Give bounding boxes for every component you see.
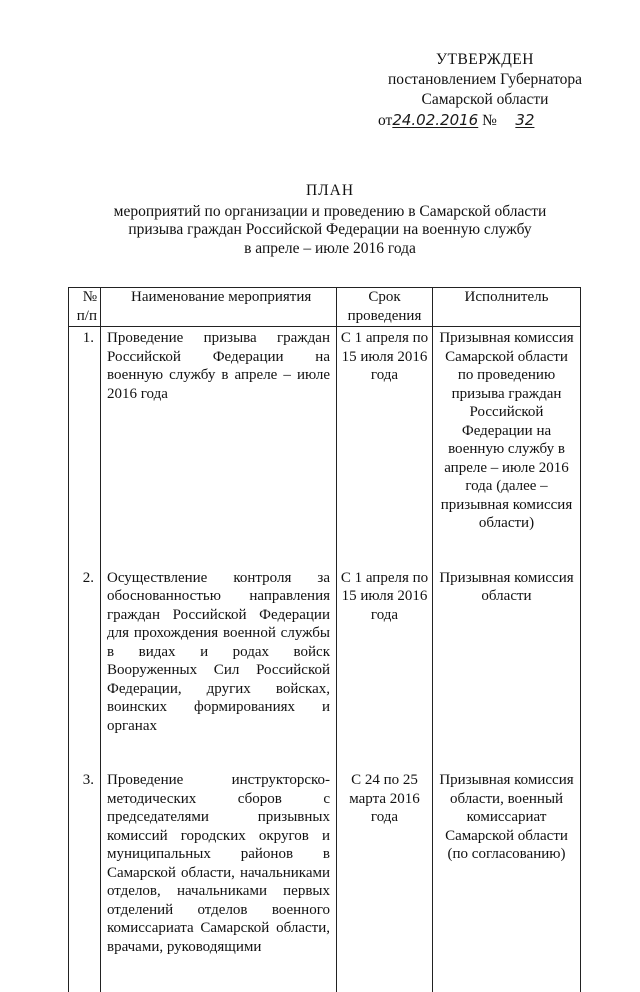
document-heading (60, 182, 600, 258)
table-header-row (69, 288, 581, 327)
table-row (69, 327, 581, 569)
approval-title: УТВЕРЖДЕН (436, 51, 534, 68)
row-num: 3. (69, 771, 101, 992)
row-executor: Призывная комиссия области, военный комиссариат Самарской области (по согласованию) (433, 771, 581, 992)
date-prefix: от (378, 112, 393, 129)
plan-table (68, 287, 581, 992)
row-term: С 24 по 25 марта 2016 года (337, 771, 433, 992)
table-row (69, 771, 581, 992)
number-label: № (482, 112, 497, 129)
heading-line-3: в апреле – июле 2016 года (244, 239, 416, 257)
handwritten-number: 32 (515, 111, 535, 129)
heading-line-1: мероприятий по организации и проведению в Самарской области (113, 202, 547, 220)
row-executor: Призывная комиссия Самарской области по проведению призыва граждан Российской Федерации на военную службу в апреле – июле 2016 года (далее – призывная комиссия области) (433, 327, 581, 569)
row-executor: Призывная комиссия области (433, 569, 581, 772)
approval-stamp (370, 50, 600, 131)
header-executor: Исполнитель (433, 288, 581, 327)
row-name: Проведение инструкторско-методических сборов с председателями призывных комиссий городских округов и муниципальных районов в Самарской области, начальниками отделов, начальниками первых отделений отделов военного комиссариата Самарской области, врачами, руководящими (101, 771, 337, 992)
approval-line-2: Самарской области (421, 91, 549, 108)
approval-date-line (370, 110, 600, 131)
row-num: 2. (69, 569, 101, 772)
heading-line-2: призыва граждан Российской Федерации на военную службу (128, 221, 532, 238)
header-num: № п/п (69, 288, 101, 327)
handwritten-date: 24.02.2016 (392, 111, 479, 129)
header-name: Наименование мероприятия (101, 288, 337, 327)
row-name: Осуществление контроля за обоснованностью направления граждан Российской Федерации для прохождения военной службы в видах и родах войск Вооруженных Сил Российской Федерации, других войсках, воинских формированиях и органах (101, 569, 337, 772)
row-term: С 1 апреля по 15 июля 2016 года (337, 569, 433, 772)
row-name: Проведение призыва граждан Российской Федерации на военную службу в апреле – июле 2016 года (101, 327, 337, 569)
approval-line-1: постановлением Губернатора (387, 71, 583, 88)
table-row (69, 569, 581, 772)
row-term: С 1 апреля по 15 июля 2016 года (337, 327, 433, 569)
document-title: ПЛАН (305, 182, 355, 199)
row-num: 1. (69, 327, 101, 569)
header-term: Срок проведения (337, 288, 433, 327)
